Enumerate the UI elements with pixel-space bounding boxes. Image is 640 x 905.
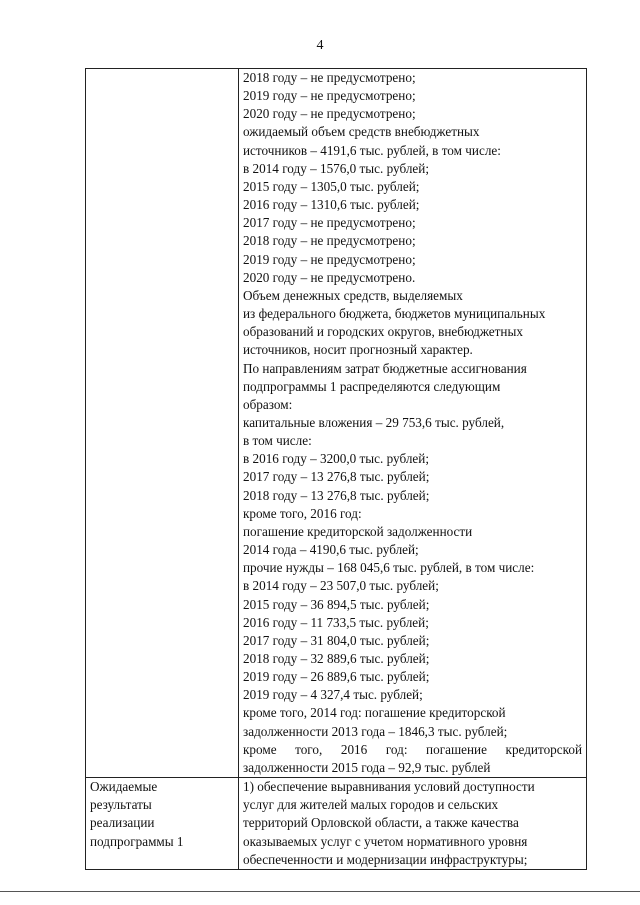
content-line: в том числе: bbox=[243, 433, 312, 449]
content-line: 2018 году – не предусмотрено; bbox=[243, 233, 416, 249]
label-line: Ожидаемые bbox=[90, 779, 158, 795]
content-line: 2018 году – не предусмотрено; bbox=[243, 70, 416, 85]
content-line: капитальные вложения – 29 753,6 тыс. рублей, bbox=[243, 414, 505, 430]
content-line: По направлениям затрат бюджетные ассигнования bbox=[243, 360, 527, 376]
content-line: территорий Орловской области, а также качества bbox=[243, 815, 519, 831]
row-label-cell bbox=[86, 69, 239, 778]
content-line: источников, носит прогнозный характер. bbox=[243, 342, 473, 358]
content-line: задолженности 2013 года – 1846,3 тыс. рублей; bbox=[243, 723, 508, 739]
content-line: образований и городских округов, внебюджетных bbox=[243, 324, 523, 340]
content-line: 2016 году – 1310,6 тыс. рублей; bbox=[243, 197, 420, 213]
content-line: 2018 году – 32 889,6 тыс. рублей; bbox=[243, 651, 430, 666]
content-line: 2020 году – не предусмотрено. bbox=[243, 269, 416, 285]
content-line: 2015 году – 36 894,5 тыс. рублей; bbox=[243, 596, 430, 612]
row-content-cell bbox=[239, 778, 587, 870]
content-line: погашение кредиторской задолженности bbox=[243, 523, 473, 539]
content-line: обеспеченности и модернизации инфраструктуры; bbox=[243, 851, 528, 867]
content-line: 2015 году – 1305,0 тыс. рублей; bbox=[243, 178, 420, 194]
content-line: в 2014 году – 23 507,0 тыс. рублей; bbox=[243, 578, 439, 594]
content-line: 2018 году – 13 276,8 тыс. рублей; bbox=[243, 487, 430, 503]
content-line: 2019 году – 26 889,6 тыс. рублей; bbox=[243, 669, 430, 685]
content-line: 2014 года – 4190,6 тыс. рублей; bbox=[243, 542, 419, 558]
table-row bbox=[86, 778, 587, 870]
content-line: кроме того, 2016 год: bbox=[243, 505, 362, 521]
content-line: в 2014 году – 1576,0 тыс. рублей; bbox=[243, 160, 429, 176]
content-line: 2017 году – 13 276,8 тыс. рублей; bbox=[243, 469, 430, 485]
passport-table bbox=[85, 68, 587, 870]
content-line: в 2016 году – 3200,0 тыс. рублей; bbox=[243, 451, 429, 467]
content-line: ожидаемый объем средств внебюджетных bbox=[243, 124, 480, 140]
table-row bbox=[86, 69, 587, 778]
content-line: задолженности 2015 года – 92,9 тыс. рублей bbox=[243, 759, 491, 775]
content-line: 2017 году – 31 804,0 тыс. рублей; bbox=[243, 632, 430, 648]
page-number: 4 bbox=[316, 38, 324, 53]
row-content-cell bbox=[239, 69, 587, 778]
content-line: кроме того, 2016 год: погашение кредиторской bbox=[243, 741, 582, 757]
content-line: услуг для жителей малых городов и сельских bbox=[243, 797, 499, 813]
content-line: источников – 4191,6 тыс. рублей, в том числе: bbox=[243, 142, 501, 158]
content-line: из федерального бюджета, бюджетов муниципальных bbox=[243, 306, 546, 322]
content-line: 2017 году – не предусмотрено; bbox=[243, 215, 416, 231]
label-line: результаты bbox=[90, 797, 152, 813]
content-line: 1) обеспечение выравнивания условий доступности bbox=[243, 779, 535, 795]
content-line: 2016 году – 11 733,5 тыс. рублей; bbox=[243, 614, 429, 630]
content-line: Объем денежных средств, выделяемых bbox=[243, 287, 463, 303]
label-line: подпрограммы 1 bbox=[90, 833, 184, 849]
content-line: подпрограммы 1 распределяются следующим bbox=[243, 378, 501, 394]
content-line: 2020 году – не предусмотрено; bbox=[243, 106, 416, 122]
page-bottom-rule bbox=[0, 891, 640, 892]
content-line: оказываемых услуг с учетом нормативного уровня bbox=[243, 833, 528, 849]
content-line: 2019 году – 4 327,4 тыс. рублей; bbox=[243, 687, 423, 703]
row-label-cell bbox=[86, 778, 239, 870]
content-line: 2019 году – не предусмотрено; bbox=[243, 251, 416, 267]
label-line: реализации bbox=[90, 815, 155, 831]
content-line: кроме того, 2014 год: погашение кредиторской bbox=[243, 705, 506, 721]
content-line: образом: bbox=[243, 396, 293, 412]
content-line: прочие нужды – 168 045,6 тыс. рублей, в том числе: bbox=[243, 560, 535, 576]
content-line: 2019 году – не предусмотрено; bbox=[243, 88, 416, 104]
